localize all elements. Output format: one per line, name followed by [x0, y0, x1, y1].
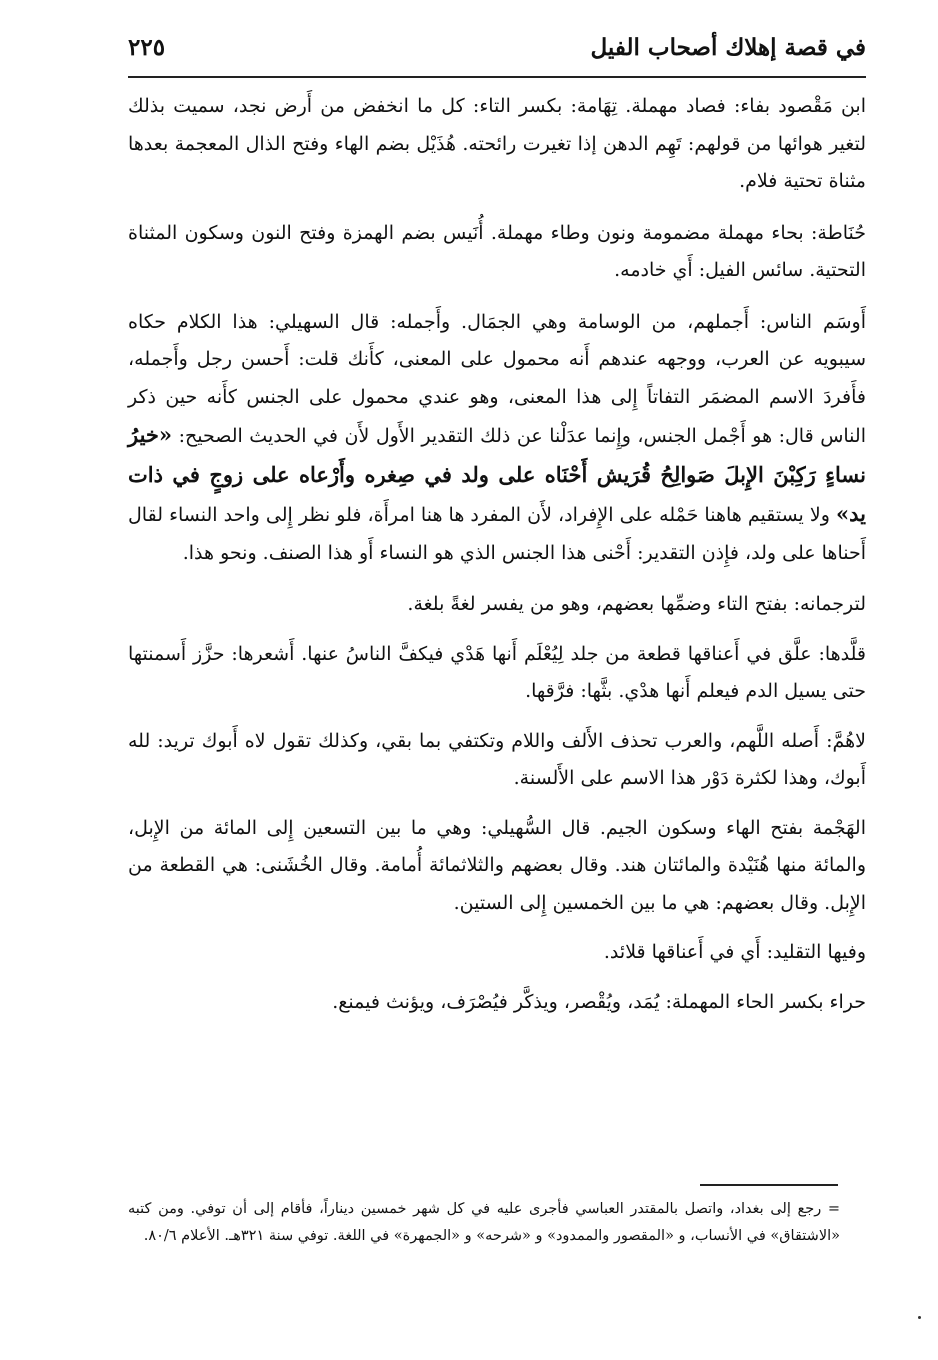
page-speck: [918, 1316, 921, 1319]
paragraph-tarjuman: لترجمانه: بفتح التاء وضمِّها بعضهم، وهو من يفسر لغةً بلغة.: [407, 593, 866, 615]
hadith-quote: «خيرُ نساءٍ رَكِبْنَ الإِبلَ صَوالِحُ قُرَيش أَحْنَاه على ولد في صِغره وأَرْعاه على زوجٍ في ذات يد»: [128, 422, 866, 526]
main-text: [128, 88, 866, 1033]
chapter-title: في قصة إهلاك أصحاب الفيل: [590, 34, 866, 61]
paragraph-taqlid: وفيها التقليد: أَي في أَعناقها قلائد.: [603, 941, 866, 963]
paragraph-awsam-text: أَوسَم الناس: أَجملهم، من الوسامة وهي الجمَال. وأَجمله: قال السهيلي: هذا الكلام حكاه سيبويه عن العرب، ووجهه عندهم أَنه محمول على المعنى، كأَنك قلت: أَحسن رجل وأَجمله، فأَفردَ الاسم المضمَر التفاتاً إِلى هذا المعنى، وهو عندي محمول على الجنس كأَنه حين ذكر الناس قال: هو أَجْمل الجنس، وإِنما عدَلْنا عن ذلك التقدير الأَول لأَن في الحديث الصحيح:: [128, 310, 866, 447]
paragraph-hajma: الهَجْمة بفتح الهاء وسكون الجيم. قال السُّهيلي: وهي ما بين التسعين إِلى المائة من الإِبل، والمائة منها هُنَيْدة والمائتان هند. وقال بعضهم والثلاثمائة أُمامة. وقال الخُشَنى: هي القطعة من الإِبل. وقال بعضهم: هي ما بين الخمسين إِلى الستين.: [128, 816, 866, 914]
paragraph-hira: حراء بكسر الحاء المهملة: يُمَد، ويُقْصر، ويذكَّر فيُصْرَف، ويؤنث فيمنع.: [332, 990, 866, 1013]
paragraph-lahumma: لاهُمَّ: أَصله اللَّهم، والعرب تحذف الأَلف واللام وتكتفي بما بقي، وكذلك تقول لاه أَبوك تريد: لله أَبوك، وهذا لكثرة دَوْر هذا الاسم على الأَلسنة.: [128, 729, 866, 789]
running-header: [128, 30, 866, 78]
paragraph-hunata: حُنَاطة: بحاء مهملة مضمومة ونون وطاء مهملة. أُنَيس بضم الهمزة وفتح النون وسكون المثناة التحتية. سائس الفيل: أَي خادمه.: [128, 221, 866, 281]
paragraph-awsam: [128, 304, 866, 573]
paragraph-tihama: ابن مَقْصود بفاء: فصاد مهملة. تِهَامة: بكسر التاء: كل ما انخفض من أَرض نجد، سميت بذلك لتغير هوائها من قولهم: تَهِم الدهن إذا تغيرت رائحته. هُذَيْل بضم الهاء وفتح الذال المعجمة بعدها مثناة تحتية فلام.: [128, 95, 866, 192]
page-number: ٢٢٥: [128, 34, 166, 61]
footnote-divider: [700, 1184, 838, 1186]
paragraph-qalladaha: قلَّدها: علَّق في أَعناقها قطعة من جلد لِيُعْلَم أَنها هَدْي فيكفَّ الناسُ عنها. أَشعرها: حزَّز أَسمنتها حتى يسيل الدم فيعلم أَنها هدْي. بثَّها: فرَّقها.: [128, 642, 866, 702]
footnote: = رجع إلى بغداد، واتصل بالمقتدر العباسي فأجرى عليه في كل شهر خمسين ديناراً، فأقام إلى أن توفي. ومن كتبه «الاشتقاق» في الأنساب، و «المقصور والممدود» و «شرحه» و «الجمهرة» في اللغة. توفي سنة ٣٢١هـ. الأعلام ٨٠/٦.: [128, 1201, 840, 1244]
paragraph-awsam-tail: ولا يستقيم هاهنا حَمْله على الإِفراد، لأَن المفرد ها هنا امرأَة، فلو نظر إِلى واحد النساء لقال أَحناها على ولد، فإِذن التقدير: أَحْنى هذا الجنس الذي هو النساء أَو هذا الصنف. ونحو هذا.: [128, 504, 866, 564]
